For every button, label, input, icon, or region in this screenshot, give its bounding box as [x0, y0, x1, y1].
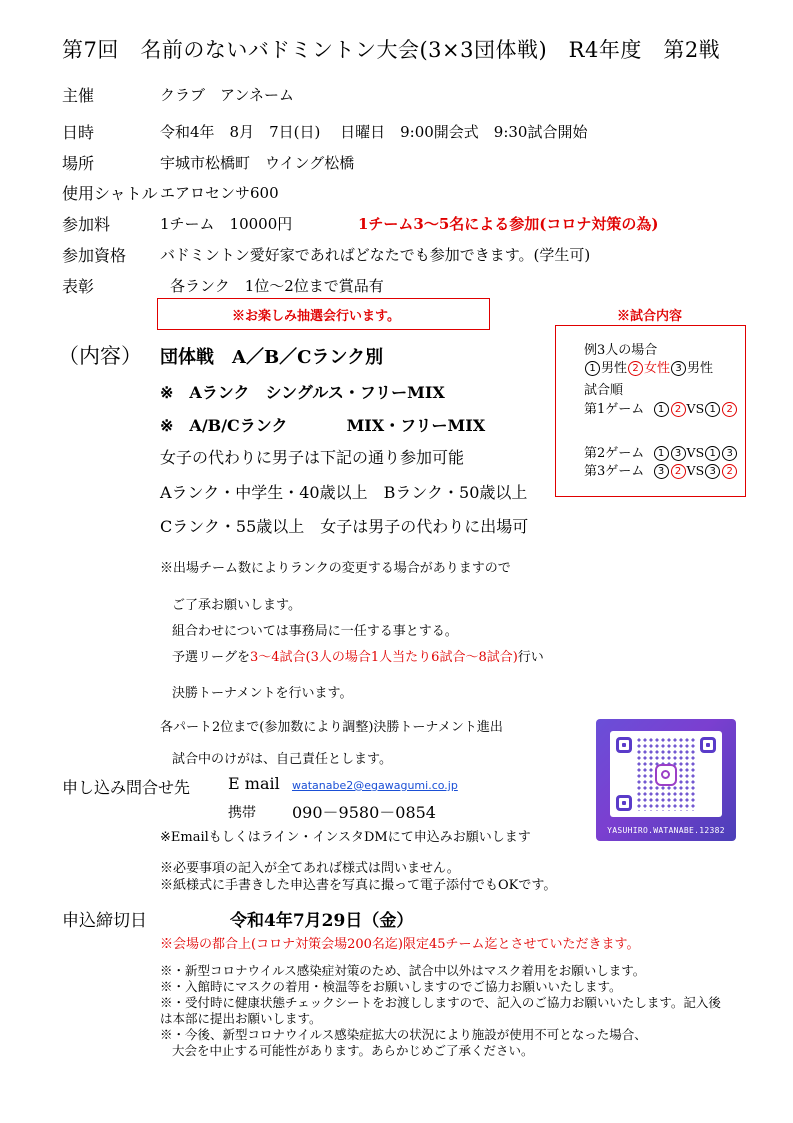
match-box [555, 325, 746, 497]
member-female: 女性 [644, 361, 671, 376]
phone-label: 携帯 [228, 805, 256, 821]
game-2-row [584, 442, 738, 461]
fee-note: 1チーム3～5名による参加(コロナ対策の為) [358, 215, 659, 233]
sub-line: 女子の代わりに男子は下記の通り参加可能 [160, 448, 465, 467]
member-male: 男性 [601, 361, 628, 376]
note-4-post: 行い [517, 650, 544, 665]
qr-pattern [610, 731, 722, 817]
eligibility-label: 参加資格 [62, 246, 127, 265]
num-3: 3 [654, 464, 669, 479]
instagram-qr-code[interactable] [596, 719, 736, 841]
num-2: 2 [671, 402, 686, 417]
vs-text: VS [686, 401, 705, 416]
eligibility-value: バドミントン愛好家であればどなたでも参加できます。(学生可) [160, 246, 591, 264]
vs-text: VS [686, 445, 705, 460]
content-heading: （内容） [58, 344, 142, 368]
num-2: 2 [722, 402, 737, 417]
phone-value: 090－9580－0854 [292, 803, 436, 822]
email-label: E mail [228, 774, 280, 793]
num-2: 2 [722, 464, 737, 479]
note-1: ※出場チーム数によりランクの変更する場合がありますので [160, 561, 511, 576]
note-4-pre: 予選リーグを [172, 650, 251, 665]
fee-value: 1チーム 10000円 [160, 215, 293, 233]
notice-item: ※・今後、新型コロナウイルス感染症拡大の状況により施設が使用不可となった場合、 [160, 1027, 647, 1042]
game-2-label: 第2ゲーム [584, 446, 645, 461]
num-3: 3 [671, 361, 686, 376]
vs-text: VS [686, 463, 705, 478]
game-3-row [584, 460, 738, 479]
place-value: 宇城市松橋町 ウイング松橋 [160, 154, 355, 172]
notice-item: 大会を中止する可能性があります。あらかじめご了承ください。 [172, 1043, 534, 1058]
note-7: 試合中のけがは、自己責任とします。 [172, 752, 392, 767]
award-value: 各ランク 1位～2位まで賞品有 [170, 277, 384, 295]
num-1: 1 [705, 446, 720, 461]
qr-caption: YASUHIRO.WATANABE.12382 [607, 826, 725, 835]
qr-finder-icon [700, 737, 716, 753]
num-3: 3 [722, 446, 737, 461]
shuttle-value: エアロセンサ600 [160, 184, 279, 202]
match-members [584, 357, 713, 376]
match-order-label: 試合順 [584, 383, 624, 398]
num-2: 2 [628, 361, 643, 376]
instagram-icon [655, 764, 677, 786]
num-1: 1 [585, 361, 600, 376]
note-4-red: 3～4試合(3人の場合1人当たり6試合～8試合) [250, 650, 518, 665]
age-line-2: Cランク・55歳以上 女子は男子の代わりに出場可 [160, 517, 529, 536]
shuttle-label: 使用シャトル [62, 184, 158, 203]
lottery-note: ※お楽しみ抽選会行います。 [232, 309, 400, 324]
note-6: 各パート2位まで(参加数により調整)決勝トーナメント進出 [160, 720, 503, 735]
date-label: 日時 [62, 123, 95, 142]
age-line-1: Aランク・中学生・40歳以上 Bランク・50歳以上 [160, 483, 528, 502]
qr-finder-icon [616, 737, 632, 753]
host-label: 主催 [62, 86, 95, 105]
lottery-box [157, 298, 490, 330]
match-example: 例3人の場合 [584, 343, 658, 358]
team-rank: 団体戦 A／B／Cランク別 [160, 347, 384, 368]
game-1-label: 第1ゲーム [584, 402, 645, 417]
note-2: ご了承お願いします。 [172, 598, 301, 613]
num-2: 2 [671, 464, 686, 479]
game-1-row [584, 398, 738, 417]
rank-a: ※ Aランク シングルス・フリーMIX [160, 383, 445, 402]
email-link[interactable]: watanabe2@egawagumi.co.jp [292, 779, 458, 792]
note-3: 組合わせについては事務局に一任する事とする。 [172, 624, 458, 639]
contact-label: 申し込み問合せ先 [62, 778, 191, 797]
place-label: 場所 [62, 154, 95, 173]
contact-note-3: ※紙様式に手書きした申込書を写真に撮って電子添付でもOKです。 [160, 878, 557, 893]
host-value: クラブ アンネーム [160, 86, 294, 104]
notice-item: ※・入館時にマスクの着用・検温等をお願いしますのでご協力お願いいたします。 [160, 979, 622, 994]
num-1: 1 [654, 402, 669, 417]
deadline-value: 令和4年7月29日（金） [230, 911, 414, 931]
note-4 [172, 646, 544, 665]
date-value: 令和4年 8月 7日(日) 日曜日 9:00開会式 9:30試合開始 [160, 123, 588, 141]
num-3: 3 [705, 464, 720, 479]
notice-item: ※・新型コロナウイルス感染症対策のため、試合中以外はマスク着用をお願いします。 [160, 963, 646, 978]
notice-item: は本部に提出お願いします。 [160, 1011, 322, 1026]
award-label: 表彰 [62, 277, 95, 296]
match-box-heading: ※試合内容 [617, 309, 683, 324]
note-5: 決勝トーナメントを行います。 [172, 686, 353, 701]
deadline-note: ※会場の都合上(コロナ対策会場200名迄)限定45チーム迄とさせていただきます。 [160, 937, 640, 952]
game-3-label: 第3ゲーム [584, 464, 645, 479]
fee-label: 参加料 [62, 215, 111, 234]
page-title: 第7回 名前のないバドミントン大会(3×3団体戦) R4年度 第2戦 [62, 38, 721, 62]
notice-item: ※・受付時に健康状態チェックシートをお渡ししますので、記入のご協力お願いいたします。記入後 [160, 995, 721, 1010]
num-3: 3 [671, 446, 686, 461]
rank-abc: ※ A/B/Cランク MIX・フリーMIX [160, 416, 486, 435]
num-1: 1 [654, 446, 669, 461]
num-1: 1 [705, 402, 720, 417]
qr-finder-icon [616, 795, 632, 811]
member-male: 男性 [687, 361, 714, 376]
contact-note: ※Emailもしくはライン・インスタDMにて申込みお願いします [160, 830, 531, 845]
contact-note-2: ※必要事項の記入が全てあれば様式は問いません。 [160, 861, 460, 876]
deadline-label: 申込締切日 [62, 911, 147, 931]
